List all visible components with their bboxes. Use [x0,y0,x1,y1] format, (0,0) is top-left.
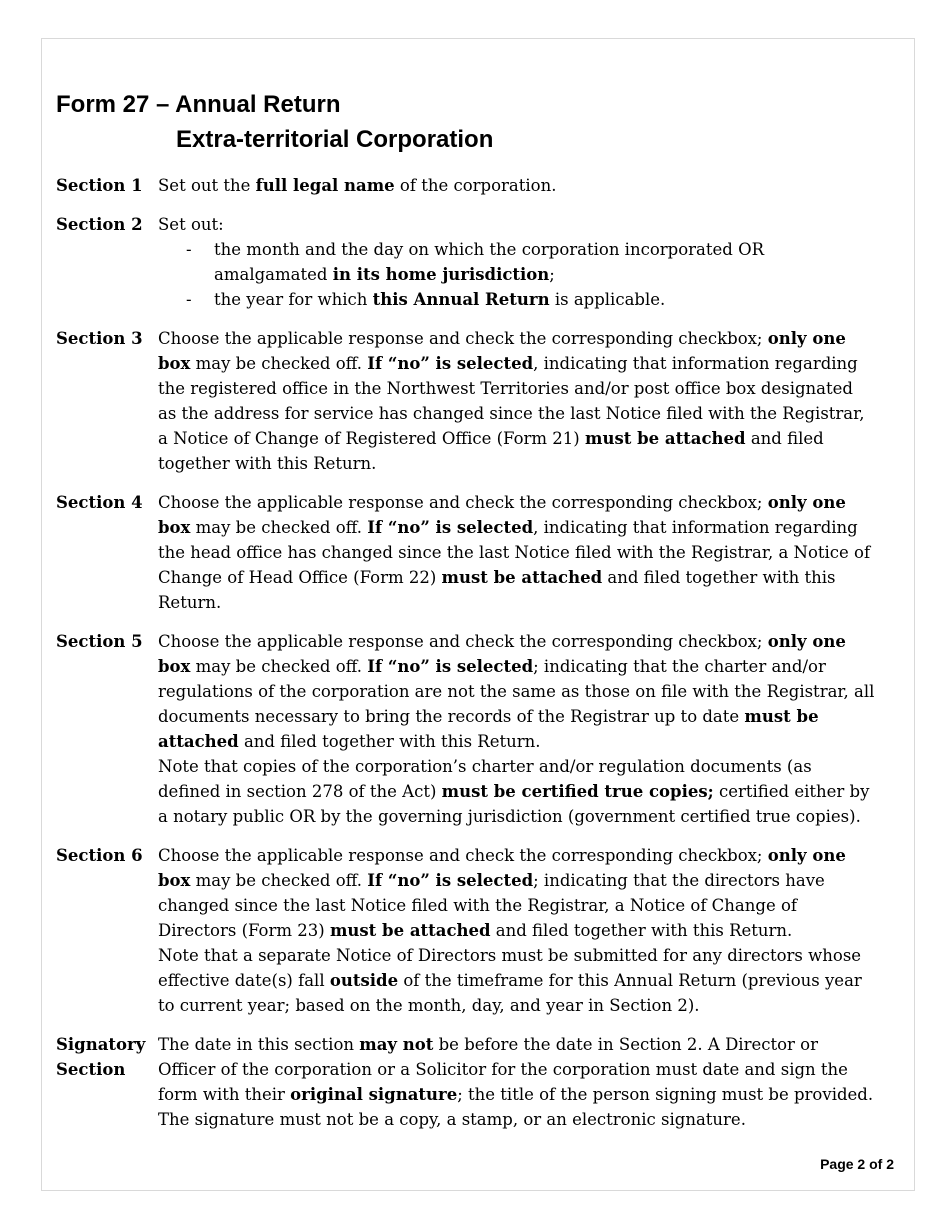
section-5-paragraph [158,629,876,754]
text: Choose the applicable response and check the corresponding checkbox; [158,846,768,865]
text: is applicable. [549,290,666,309]
section-6-label: Section 6 [56,846,143,865]
emphasis: this Annual Return [372,290,550,309]
text: Choose the applicable response and check the corresponding checkbox; [158,329,768,348]
section-2-label: Section 2 [56,215,143,234]
text: Note that a separate Notice of Directors must be submitted for any directors whose effective date(s) fall [158,946,862,990]
text: of the timeframe for this Annual Return (previous year to current year; based on the month, day, and year in Section 2). [158,971,862,1015]
text: be before the date in Section 2. A Director or Officer of the corporation or a Solicitor for the corporation must date and sign the form with their [158,1035,848,1104]
signatory-section-body [158,1032,876,1132]
text: Set out the [158,176,256,195]
emphasis: If “no” is selected [367,354,534,373]
bullet-item [158,237,876,287]
bullet-text [214,287,876,312]
section-6 [56,843,876,1018]
section-6-body [158,843,876,1018]
emphasis: in its home jurisdiction [332,265,550,284]
section-5-note [158,754,876,829]
section-1-label: Section 1 [56,176,143,195]
label-line-2: Section [56,1060,126,1079]
title-line-2: Extra-territorial Corporation [176,126,494,153]
emphasis: must be attached [329,921,491,940]
text: Note that copies of the corporation’s charter and/or regulation documents (as defined in section 278 of the Act) [158,757,812,801]
text: and filed together with this Return. [490,921,793,940]
text: and filed together with this Return. [158,429,824,473]
text: ; indicating that the directors have changed since the last Notice filed with the Registrar, a Notice of Change of Directors (Form 23) [158,871,825,940]
section-3-label: Section 3 [56,329,143,348]
section-2-body [158,212,876,312]
section-3-body [158,326,876,476]
emphasis: may not [359,1035,434,1054]
emphasis: must be attached [441,568,603,587]
text: ; the title of the person signing must be provided. The signature must not be a copy, a stamp, or an electronic signature. [158,1085,874,1129]
section-6-note [158,943,876,1018]
page-number: Page 2 of 2 [820,1156,894,1172]
section-4 [56,490,876,615]
text: Choose the applicable response and check the corresponding checkbox; [158,632,768,651]
text: The date in this section [158,1035,360,1054]
text: may be checked off. [190,518,368,537]
text: ; indicating that the charter and/or regulations of the corporation are not the same as those on file with the Registrar, all documents necessary to bring the records of the Registrar up to date [158,657,875,726]
section-1 [56,173,876,198]
emphasis: If “no” is selected [367,871,534,890]
emphasis: If “no” is selected [367,657,534,676]
emphasis: must be attached [158,707,819,751]
section-6-paragraph [158,843,876,943]
emphasis: original signature [290,1085,458,1104]
emphasis: must be attached [584,429,746,448]
bullet-text [214,237,876,287]
section-5 [56,629,876,829]
instructions-list [56,173,876,1146]
section-4-label: Section 4 [56,493,143,512]
text: and filed together with this Return. [238,732,541,751]
section-5-body [158,629,876,829]
signatory-section [56,1032,876,1132]
bullet-dash: - [186,290,192,309]
text: may be checked off. [190,354,368,373]
emphasis: only one box [158,846,846,890]
emphasis: only one box [158,329,846,373]
text: the year for which [214,290,373,309]
emphasis: full legal name [255,176,395,195]
text: , indicating that information regarding the registered office in the Northwest Territories and/or post office box designated as the address for service has changed since the last Notice filed with the Registrar, a Notice of Change of Registered Office (Form 21) [158,354,865,448]
section-2-intro: Set out: [158,215,224,234]
emphasis: If “no” is selected [367,518,534,537]
emphasis: only one box [158,632,846,676]
text: may be checked off. [190,871,368,890]
text: and filed together with this Return. [158,568,836,612]
text: Choose the applicable response and check the corresponding checkbox; [158,493,768,512]
text: ; [549,265,555,284]
section-3 [56,326,876,476]
bullet-dash: - [186,240,192,259]
text: the month and the day on which the corporation incorporated OR amalgamated [214,240,765,284]
section-5-label: Section 5 [56,632,143,651]
emphasis: only one box [158,493,846,537]
signatory-section-label [56,1032,158,1132]
text: may be checked off. [190,657,368,676]
bullet-item [158,287,876,312]
label-line-1: Signatory [56,1035,146,1054]
section-2 [56,212,876,312]
text: certified either by a notary public OR by the governing jurisdiction (government certified true copies). [158,782,870,826]
title-line-1: Form 27 – Annual Return [56,91,341,118]
emphasis: must be certified true copies; [441,782,714,801]
form-title [56,87,493,157]
section-4-body [158,490,876,615]
section-1-body [158,173,876,198]
emphasis: outside [329,971,399,990]
text: of the corporation. [394,176,557,195]
document-page [41,38,915,1191]
text: , indicating that information regarding the head office has changed since the last Notice filed with the Registrar, a Notice of Change of Head Office (Form 22) [158,518,871,587]
